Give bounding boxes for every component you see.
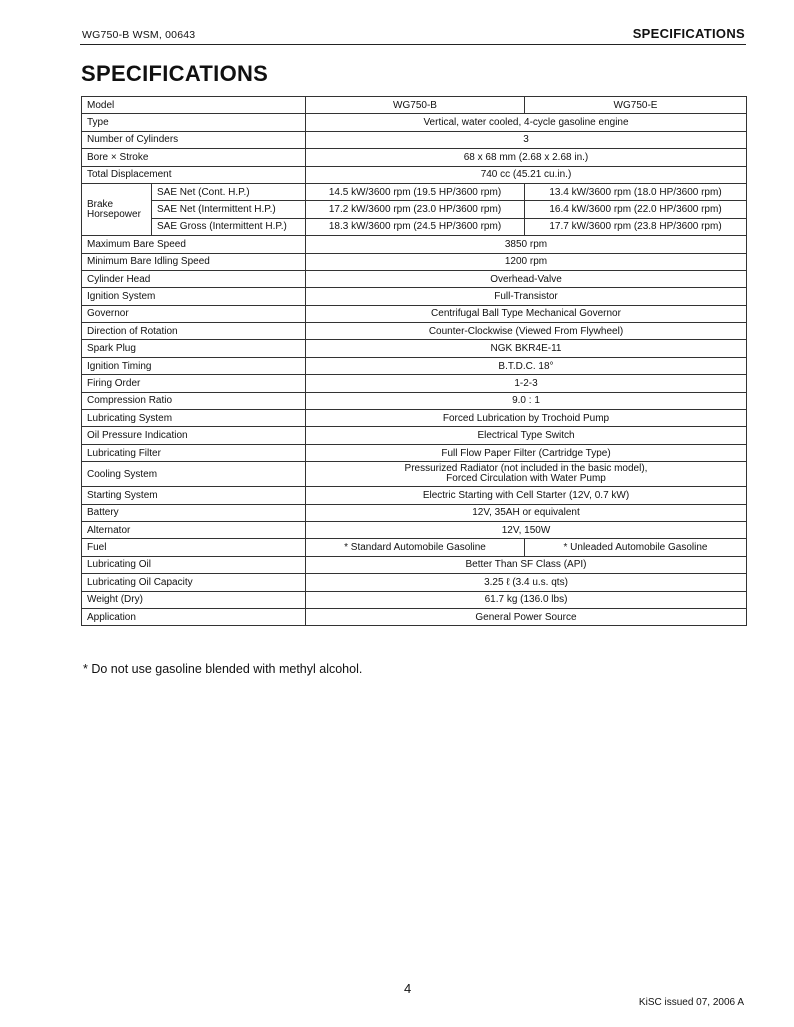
row-value: 740 cc (45.21 cu.in.) bbox=[306, 166, 747, 183]
row-value: Full Flow Paper Filter (Cartridge Type) bbox=[306, 444, 747, 461]
table-row bbox=[82, 288, 747, 305]
row-label: Lubricating System bbox=[82, 410, 306, 427]
row-label: Lubricating Oil bbox=[82, 556, 306, 573]
row-label: Bore × Stroke bbox=[82, 149, 306, 166]
row-value: NGK BKR4E-11 bbox=[306, 340, 747, 357]
table-row-cylinders bbox=[82, 131, 747, 148]
row-value: General Power Source bbox=[306, 608, 747, 625]
row-label: Firing Order bbox=[82, 375, 306, 392]
row-label: Lubricating Oil Capacity bbox=[82, 574, 306, 591]
table-row-fuel bbox=[82, 539, 747, 556]
row-label: Number of Cylinders bbox=[82, 131, 306, 148]
table-row bbox=[82, 427, 747, 444]
row-value: Overhead-Valve bbox=[306, 270, 747, 287]
table-row-application bbox=[82, 608, 747, 625]
row-label: Spark Plug bbox=[82, 340, 306, 357]
row-label: Maximum Bare Speed bbox=[82, 236, 306, 253]
page-title: SPECIFICATIONS bbox=[81, 61, 269, 86]
footnote: * Do not use gasoline blended with methyl alcohol. bbox=[83, 662, 363, 676]
row-value: 3 bbox=[306, 131, 747, 148]
table-row bbox=[82, 392, 747, 409]
row-value: 61.7 kg (136.0 lbs) bbox=[306, 591, 747, 608]
row-label: Compression Ratio bbox=[82, 392, 306, 409]
table-row-battery bbox=[82, 504, 747, 521]
table-row-displacement bbox=[82, 166, 747, 183]
table-row-weight bbox=[82, 591, 747, 608]
row-label: Cylinder Head bbox=[82, 270, 306, 287]
table-row bbox=[82, 444, 747, 461]
table-row bbox=[82, 375, 747, 392]
page-number: 4 bbox=[404, 981, 412, 996]
cooling-line-2: Forced Circulation with Water Pump bbox=[446, 473, 606, 485]
table-row-lubricating-oil bbox=[82, 556, 747, 573]
table-row bbox=[82, 340, 747, 357]
row-label: Ignition Timing bbox=[82, 357, 306, 374]
row-value-e: 17.7 kW/3600 rpm (23.8 HP/3600 rpm) bbox=[525, 218, 747, 235]
row-label: Ignition System bbox=[82, 288, 306, 305]
row-label: Battery bbox=[82, 504, 306, 521]
cooling-line-1: Pressurized Radiator (not included in the basic model), bbox=[404, 463, 648, 475]
table-row-sae-gross bbox=[82, 218, 747, 235]
table-row-cooling bbox=[82, 462, 747, 487]
row-value-e: 16.4 kW/3600 rpm (22.0 HP/3600 rpm) bbox=[525, 201, 747, 218]
row-value-e: * Unleaded Automobile Gasoline bbox=[525, 539, 747, 556]
row-label: Oil Pressure Indication bbox=[82, 427, 306, 444]
row-value: Centrifugal Ball Type Mechanical Governor bbox=[306, 305, 747, 322]
row-value: Better Than SF Class (API) bbox=[306, 556, 747, 573]
row-value: 12V, 35AH or equivalent bbox=[306, 504, 747, 521]
table-row-sae-intermittent bbox=[82, 201, 747, 218]
row-value: B.T.D.C. 18° bbox=[306, 357, 747, 374]
brake-horsepower-label: Brake Horsepower bbox=[82, 183, 152, 235]
specifications-table bbox=[81, 96, 747, 626]
row-value: Vertical, water cooled, 4-cycle gasoline engine bbox=[306, 114, 747, 131]
issue-stamp: KiSC issued 07, 2006 A bbox=[638, 997, 744, 1008]
document-code: WG750-B WSM, 00643 bbox=[82, 29, 196, 41]
table-row bbox=[82, 236, 747, 253]
table-row-sae-net bbox=[82, 183, 747, 200]
row-value-b: * Standard Automobile Gasoline bbox=[306, 539, 525, 556]
row-value-b: 17.2 kW/3600 rpm (23.0 HP/3600 rpm) bbox=[306, 201, 525, 218]
row-value: 68 x 68 mm (2.68 x 2.68 in.) bbox=[306, 149, 747, 166]
table-row-bore-stroke bbox=[82, 149, 747, 166]
row-label: Governor bbox=[82, 305, 306, 322]
row-label: Type bbox=[82, 114, 306, 131]
row-label: Total Displacement bbox=[82, 166, 306, 183]
table-row bbox=[82, 253, 747, 270]
row-value: Forced Lubrication by Trochoid Pump bbox=[306, 410, 747, 427]
row-value-b: 18.3 kW/3600 rpm (24.5 HP/3600 rpm) bbox=[306, 218, 525, 235]
row-value: Electric Starting with Cell Starter (12V, 0.7 kW) bbox=[306, 487, 747, 504]
table-row bbox=[82, 305, 747, 322]
row-label: Weight (Dry) bbox=[82, 591, 306, 608]
row-label: Lubricating Filter bbox=[82, 444, 306, 461]
row-value: 9.0 : 1 bbox=[306, 392, 747, 409]
row-label: Direction of Rotation bbox=[82, 323, 306, 340]
row-value: Full-Transistor bbox=[306, 288, 747, 305]
row-label: Model bbox=[82, 97, 306, 114]
row-label: Alternator bbox=[82, 521, 306, 538]
row-value: Counter-Clockwise (Viewed From Flywheel) bbox=[306, 323, 747, 340]
table-row-oil-capacity bbox=[82, 574, 747, 591]
row-value bbox=[306, 462, 747, 487]
row-value: 3850 rpm bbox=[306, 236, 747, 253]
header-rule bbox=[80, 44, 746, 45]
row-value: 12V, 150W bbox=[306, 521, 747, 538]
table-row-alternator bbox=[82, 521, 747, 538]
row-label: Application bbox=[82, 608, 306, 625]
row-value: 1200 rpm bbox=[306, 253, 747, 270]
row-value: Electrical Type Switch bbox=[306, 427, 747, 444]
table-row bbox=[82, 270, 747, 287]
table-row bbox=[82, 323, 747, 340]
row-label: Minimum Bare Idling Speed bbox=[82, 253, 306, 270]
row-label: Starting System bbox=[82, 487, 306, 504]
row-sublabel: SAE Gross (Intermittent H.P.) bbox=[152, 218, 306, 235]
model-e-header: WG750-E bbox=[525, 97, 747, 114]
table-row-type bbox=[82, 114, 747, 131]
table-row-starting bbox=[82, 487, 747, 504]
row-value-e: 13.4 kW/3600 rpm (18.0 HP/3600 rpm) bbox=[525, 183, 747, 200]
row-value: 1-2-3 bbox=[306, 375, 747, 392]
model-b-header: WG750-B bbox=[306, 97, 525, 114]
row-sublabel: SAE Net (Cont. H.P.) bbox=[152, 183, 306, 200]
table-row-model bbox=[82, 97, 747, 114]
row-sublabel: SAE Net (Intermittent H.P.) bbox=[152, 201, 306, 218]
section-header: SPECIFICATIONS bbox=[632, 26, 745, 41]
table-row bbox=[82, 357, 747, 374]
table-row bbox=[82, 410, 747, 427]
row-value-b: 14.5 kW/3600 rpm (19.5 HP/3600 rpm) bbox=[306, 183, 525, 200]
row-label: Fuel bbox=[82, 539, 306, 556]
row-value: 3.25 ℓ (3.4 u.s. qts) bbox=[306, 574, 747, 591]
row-label: Cooling System bbox=[82, 462, 306, 487]
